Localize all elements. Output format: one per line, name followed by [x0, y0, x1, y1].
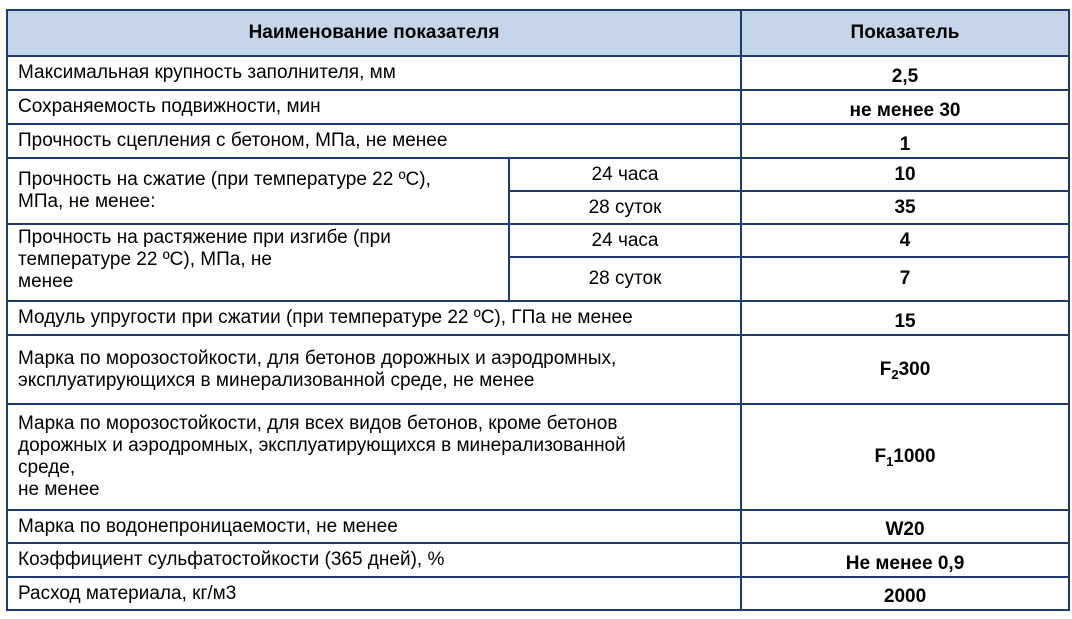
row-name: Прочность на сжатие (при температуре 22 ºС), МПа, не менее:: [7, 158, 509, 224]
table-row: [7, 90, 1069, 124]
row-name: Марка по морозостойкости, для бетонов дорожных и аэродромных, эксплуатирующихся в минерализованной среде, не менее: [7, 335, 741, 404]
row-value: Не менее 0,9: [741, 543, 1069, 577]
header-name: Наименование показателя: [7, 10, 741, 56]
table-row: [7, 577, 1069, 610]
table-row: [7, 543, 1069, 577]
row-value: не менее 30: [741, 90, 1069, 124]
value-subscript: 1: [886, 454, 894, 469]
row-name: Модуль упругости при сжатии (при температуре 22 ºС), ГПа не менее: [7, 301, 741, 335]
row-period: 24 часа: [509, 224, 741, 257]
header-value: Показатель: [741, 10, 1069, 56]
row-name: Марка по морозостойкости, для всех видов бетонов, кроме бетонов дорожных и аэродромных, эксплуатирующихся в минерализованной среде, не менее: [7, 404, 741, 510]
value-rest: 300: [898, 358, 931, 380]
value-prefix: F: [879, 358, 892, 380]
table-row: [7, 158, 1069, 191]
row-name: Прочность на растяжение при изгибе (при температуре 22 ºС), МПа, не менее: [7, 224, 509, 301]
table-row: [7, 124, 1069, 158]
table-row: [7, 224, 1069, 257]
row-name: Расход материала, кг/м3: [7, 577, 741, 610]
row-value: 2000: [741, 577, 1069, 610]
value-prefix: F: [874, 446, 887, 467]
row-name: Марка по водонепроницаемости, не менее: [7, 510, 741, 543]
table-row: [7, 56, 1069, 90]
table-row: [7, 510, 1069, 543]
row-name: Сохраняемость подвижности, мин: [7, 90, 741, 124]
value-rest: 1000: [893, 446, 936, 467]
row-period: 24 часа: [509, 158, 741, 191]
table-row: [7, 335, 1069, 404]
row-value: W20: [741, 510, 1069, 543]
row-name: Максимальная крупность заполнителя, мм: [7, 56, 741, 90]
row-value: 7: [741, 257, 1069, 301]
row-value: 15: [741, 301, 1069, 335]
row-value: 4: [741, 224, 1069, 257]
row-value: [741, 335, 1069, 404]
row-value: [741, 404, 1069, 510]
row-period: 28 суток: [509, 257, 741, 301]
row-value: 10: [741, 158, 1069, 191]
row-value: 35: [741, 191, 1069, 224]
table-row: [7, 301, 1069, 335]
properties-table: [6, 9, 1070, 611]
row-name: Коэффициент сульфатостойкости (365 дней), %: [7, 543, 741, 577]
table-row: [7, 404, 1069, 510]
row-period: 28 суток: [509, 191, 741, 224]
row-value: 2,5: [741, 56, 1069, 90]
table-header-row: [7, 10, 1069, 56]
value-subscript: 2: [891, 366, 899, 382]
row-name: Прочность сцепления с бетоном, МПа, не менее: [7, 124, 741, 158]
row-value: 1: [741, 124, 1069, 158]
